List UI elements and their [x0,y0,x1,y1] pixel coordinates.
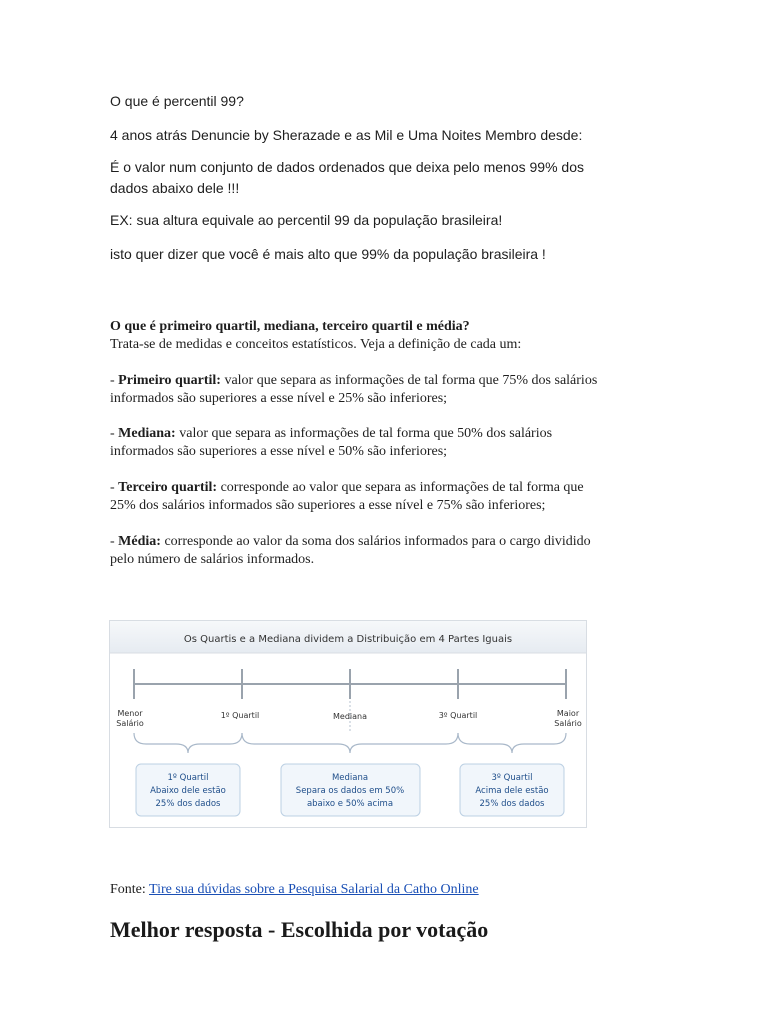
definition-line-1: É o valor num conjunto de dados ordenados que deixa pelo menos 99% dos [110,159,584,175]
answer-meta: 4 anos atrás Denuncie by Sherazade e as Mil e Uma Noites Membro desde: [110,127,583,143]
info-box-text: 25% dos dados [479,799,545,809]
article-lead: Trata-se de medidas e conceitos estatísticos. Veja a definição de cada um: [110,336,522,352]
info-box-text: Abaixo dele estão [150,786,226,796]
brace-last-quarter [458,733,566,753]
definition-term: Terceiro quartil: [118,480,218,495]
definition-item-mean: - Média: corresponde ao valor da soma dos salários informados para o cargo dividido pelo número de salários informados. [110,534,591,567]
quartiles-infographic [109,620,587,828]
source-label: Fonte: [110,882,150,897]
definition-item-first-quartile: - Primeiro quartil: valor que separa as informações de tal forma que 75% dos salários informados são superiores a esse nível e 25% são inferiores; [110,373,598,406]
infographic-title: Os Quartis e a Mediana dividem a Distribuição em 4 Partes Iguais [183,634,513,645]
article-title: O que é primeiro quartil, mediana, terceiro quartil e média? [110,319,470,334]
definition-item-median: - Mediana: valor que separa as informações de tal forma que 50% dos salários informados são superiores a esse nível e 50% são inferiores; [110,426,553,459]
info-box-text: Separa os dados em 50% [295,786,405,796]
axis-label-q3: 3º Quartil [438,711,478,720]
info-box-text: Mediana [331,773,369,783]
brace-middle-half [242,733,458,753]
definition-line-2: dados abaixo dele !!! [110,180,240,196]
axis-label-median: Mediana [333,712,367,721]
question-title: O que é percentil 99? [110,93,244,109]
source-line [110,881,479,899]
info-box-text: abaixo e 50% acima [306,799,394,809]
best-answer-heading: Melhor resposta - Escolhida por votação [110,917,489,942]
axis-label-min-line1: Menor [117,709,143,718]
example-text: EX: sua altura equivale ao percentil 99 da população brasileira! [110,212,503,228]
axis-label-max-line2: Salário [554,719,582,728]
source-link[interactable]: Tire sua dúvidas sobre a Pesquisa Salarial da Catho Online [149,882,479,897]
definition-term: Mediana: [118,426,176,441]
axis-label-q1: 1º Quartil [220,711,260,720]
definition-term: Média: [118,534,161,549]
axis-label-max-line1: Maior [556,709,580,718]
info-box-text: 25% dos dados [155,799,221,809]
definition-item-third-quartile: - Terceiro quartil: corresponde ao valor que separa as informações de tal forma que 25% dos salários informados são superiores a esse nível e 75% são inferiores; [110,480,584,513]
article-block [110,318,670,353]
info-box-text: 3º Quartil [491,773,533,783]
info-box-text: Acima dele estão [475,786,549,796]
definition-term: Primeiro quartil: [118,373,221,388]
meaning-text: isto quer dizer que você é mais alto que 99% da população brasileira ! [110,246,546,262]
brace-first-quarter [134,733,242,753]
axis-label-min-line2: Salário [116,719,144,728]
info-box-text: 1º Quartil [167,773,209,783]
